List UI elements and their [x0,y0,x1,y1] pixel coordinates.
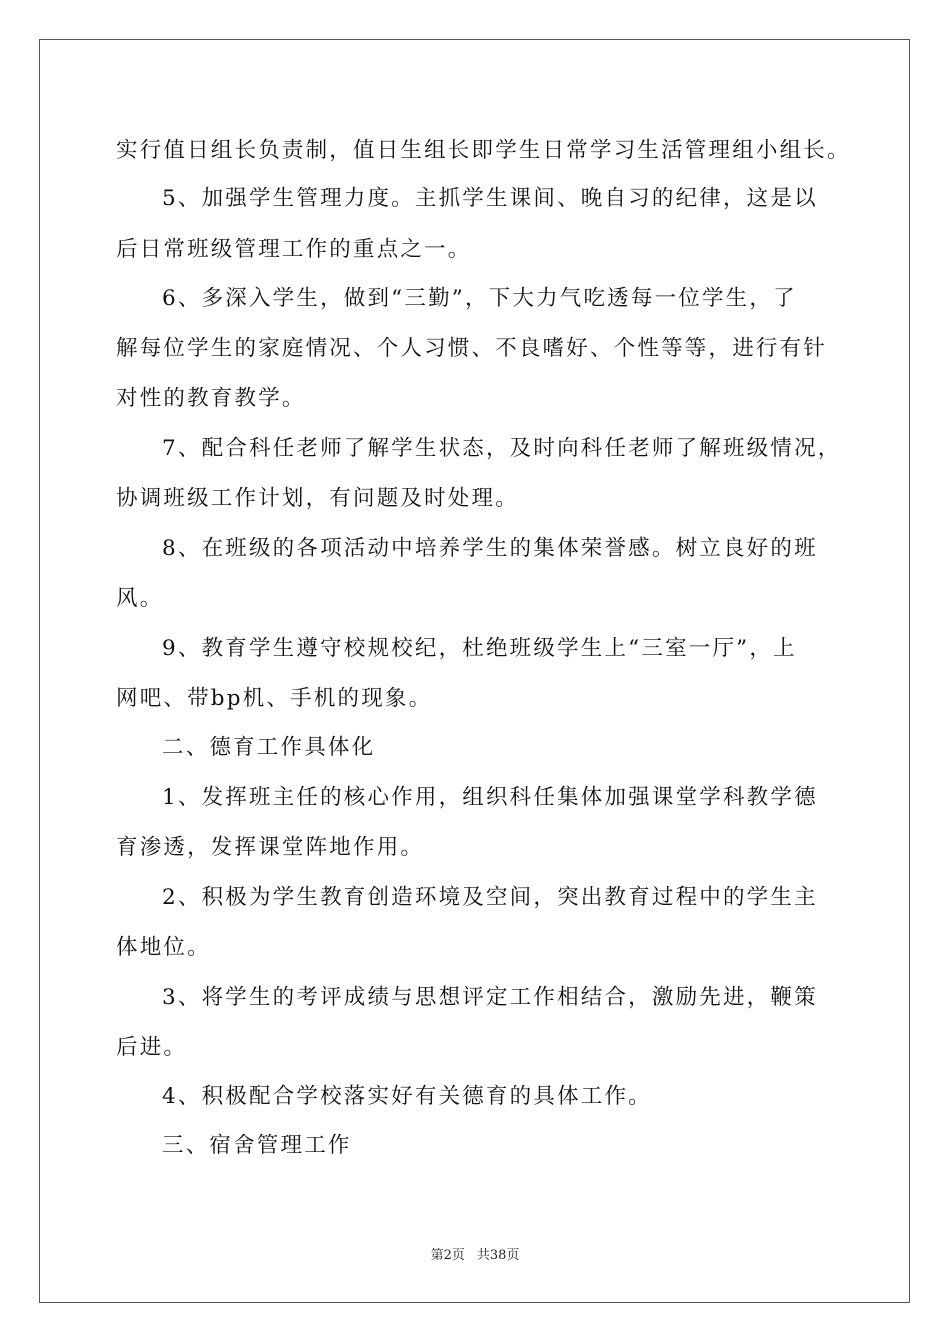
text-line: 6、多深入学生，做到“三勤”，下大力气吃透每一位学生，了 [162,286,797,311]
page-footer [0,1244,950,1263]
text-line: 7、配合科任老师了解学生状态，及时向科任老师了解班级情况， [162,436,842,461]
text-line: 解每位学生的家庭情况、个人习惯、不良嗜好、个性等等，进行有针 [116,336,828,361]
text-line: 8、在班级的各项活动中培养学生的集体荣誉感。树立良好的班 [162,536,818,561]
text-line: 4、积极配合学校落实好有关德育的具体工作。 [162,1084,652,1109]
text-line: 后日常班级管理工作的重点之一。 [116,237,472,262]
text-line: 实行值日组长负责制，值日生组长即学生日常学习生活管理组小组长。 [116,138,851,163]
text-line: 协调班级工作计划，有问题及时处理。 [116,486,519,511]
text-line: 5、加强学生管理力度。主抓学生课间、晚自习的纪律，这是以 [162,186,818,211]
text-line: 对性的教育教学。 [116,386,306,411]
section-heading: 二、德育工作具体化 [162,735,376,760]
text-line: 9、教育学生遵守校规校纪，杜绝班级学生上“三室一厅”，上 [162,636,797,661]
text-line: 3、将学生的考评成绩与思想评定工作相结合，激励先进，鞭策 [162,985,818,1010]
text-line: 风。 [116,586,164,611]
text-line: 2、积极为学生教育创造环境及空间，突出教育过程中的学生主 [162,885,818,910]
text-line: 网吧、带bp机、手机的现象。 [116,686,433,711]
text-line: 后进。 [116,1035,188,1060]
page-total: 共38页 [476,1248,520,1263]
section-heading: 三、宿舍管理工作 [162,1133,352,1158]
page-frame [39,39,910,1303]
text-line: 体地位。 [116,935,211,960]
page-number: 第2页 [430,1248,465,1263]
text-line: 1、发挥班主任的核心作用，组织科任集体加强课堂学科教学德 [162,785,818,810]
text-line: 育渗透，发挥课堂阵地作用。 [116,835,425,860]
